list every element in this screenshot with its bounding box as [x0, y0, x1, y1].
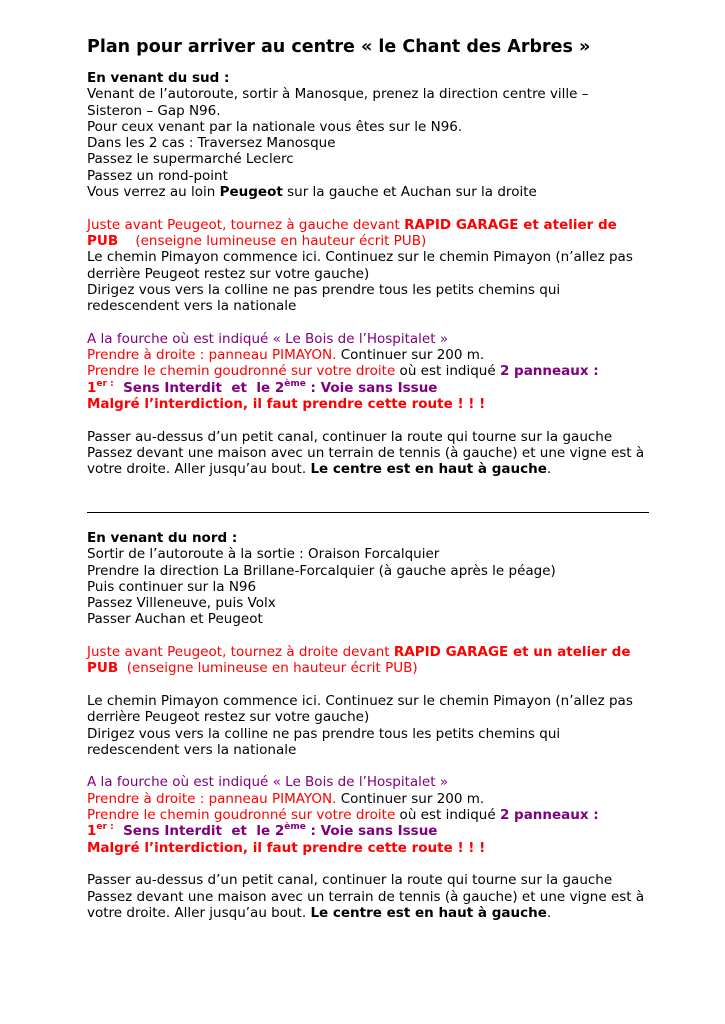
fork-instruction: A la fourche où est indiqué « Le Bois de l’Hospitalet » — [87, 330, 449, 347]
turn-instruction: Juste avant Peugeot, tournez à gauche devant RAPID GARAGE et atelier de — [87, 216, 617, 233]
text-line: Passez devant une maison avec un terrain de tennis (à gauche) et une vigne est à — [87, 444, 645, 461]
right-instruction: Prendre à droite : panneau PIMAYON. Continuer sur 200 m. — [87, 790, 485, 807]
text-line: Passer Auchan et Peugeot — [87, 611, 263, 628]
warning-line: Malgré l’interdiction, il faut prendre cette route ! ! ! — [87, 839, 486, 856]
document-page — [87, 36, 647, 477]
turn-instruction-cont: PUB (enseigne lumineuse en hauteur écrit PUB) — [87, 232, 427, 249]
text-line: Dirigez vous vers la colline ne pas prendre tous les petits chemins qui — [87, 725, 561, 742]
text-line: Passer au-dessus d’un petit canal, continuer la route qui tourne sur la gauche — [87, 872, 613, 889]
text-line: votre droite. Aller jusqu’au bout. Le centre est en haut à gauche. — [87, 904, 552, 921]
signs-line: $1^{er :}$ Sens Interdit et le 2ème : Voie sans Issue — [87, 378, 438, 396]
right-instruction: Prendre à droite : panneau PIMAYON. Continuer sur 200 m. — [87, 347, 485, 364]
text-line: Vous verrez au loin Peugeot sur la gauche et Auchan sur la droite — [87, 184, 537, 201]
text-line: redescendent vers la nationale — [87, 741, 297, 758]
signs-line: $1^{er :}$ Sens Interdit et le 2ème : Voie sans Issue — [87, 822, 438, 840]
text-line: Le chemin Pimayon commence ici. Continuez sur le chemin Pimayon (n’allez pas — [87, 249, 633, 266]
text-line: Passez devant une maison avec un terrain de tennis (à gauche) et une vigne est à — [87, 888, 645, 905]
tarmac-instruction: Prendre le chemin goudronné sur votre droite où est indiqué 2 panneaux : — [87, 807, 599, 824]
text-line: Passez le supermarché Leclerc — [87, 151, 294, 168]
section-divider — [87, 512, 649, 513]
text-line: Prendre la direction La Brillane-Forcalquier (à gauche après le péage) — [87, 562, 556, 579]
text-line: Dirigez vous vers la colline ne pas prendre tous les petits chemins qui — [87, 281, 561, 298]
text-line: Puis continuer sur la N96 — [87, 578, 257, 595]
page-title: Plan pour arriver au centre « le Chant des Arbres » — [87, 37, 591, 57]
text-line: Sortir de l’autoroute à la sortie : Oraison Forcalquier — [87, 546, 440, 563]
text-line: derrière Peugeot restez sur votre gauche) — [87, 709, 370, 726]
section-south — [87, 70, 647, 477]
fork-instruction: A la fourche où est indiqué « Le Bois de l’Hospitalet » — [87, 774, 449, 791]
section-north — [87, 530, 647, 921]
text-line: votre droite. Aller jusqu’au bout. Le centre est en haut à gauche. — [87, 461, 552, 478]
text-line: derrière Peugeot restez sur votre gauche) — [87, 265, 370, 282]
turn-instruction-cont: PUB (enseigne lumineuse en hauteur écrit PUB) — [87, 660, 418, 677]
text-line: Sisteron – Gap N96. — [87, 102, 221, 119]
text-line: Passez un rond-point — [87, 167, 228, 184]
text-line: redescendent vers la nationale — [87, 298, 297, 315]
tarmac-instruction: Prendre le chemin goudronné sur votre droite où est indiqué 2 panneaux : — [87, 363, 599, 380]
warning-line: Malgré l’interdiction, il faut prendre cette route ! ! ! — [87, 395, 486, 412]
text-line: Venant de l’autoroute, sortir à Manosque, prenez la direction centre ville – — [87, 86, 589, 103]
turn-instruction: Juste avant Peugeot, tournez à droite devant RAPID GARAGE et un atelier de — [87, 644, 631, 661]
text-line: Pour ceux venant par la nationale vous êtes sur le N96. — [87, 118, 463, 135]
text-line: Passez Villeneuve, puis Volx — [87, 595, 276, 612]
text-line: Passer au-dessus d’un petit canal, continuer la route qui tourne sur la gauche — [87, 428, 613, 445]
section-heading: En venant du sud : — [87, 70, 230, 86]
text-line: Le chemin Pimayon commence ici. Continuez sur le chemin Pimayon (n’allez pas — [87, 692, 633, 709]
section-heading: En venant du nord : — [87, 530, 238, 546]
text-line: Dans les 2 cas : Traversez Manosque — [87, 135, 336, 152]
